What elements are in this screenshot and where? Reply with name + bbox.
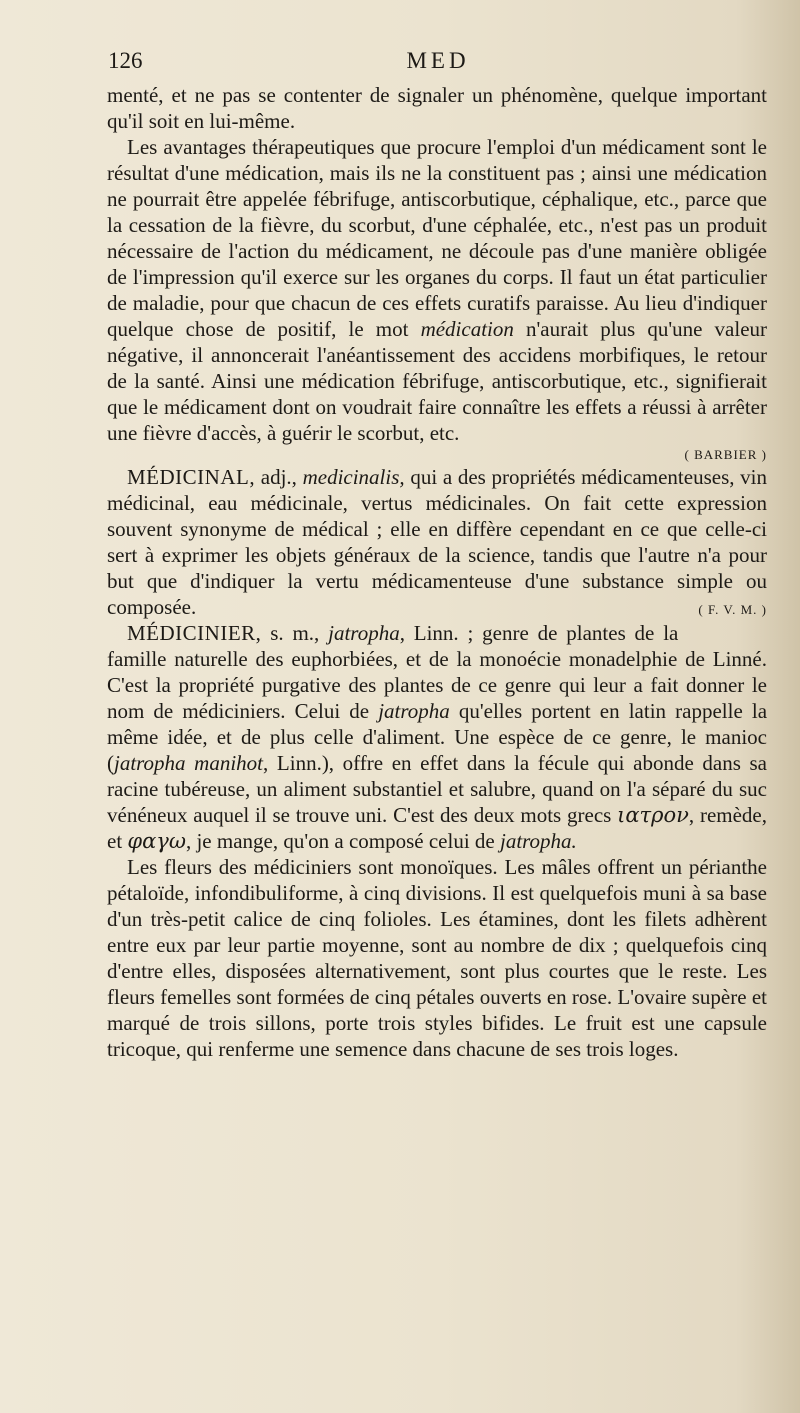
entry-latin: jatropha. — [499, 829, 577, 853]
entry-pos: adj., — [260, 465, 297, 489]
italic-word: médication — [420, 317, 514, 341]
entry-text: qu'elles portent en latin rappelle la même idée, et de plus celle d'aliment. Une espèce de ce genre, le manioc ( — [107, 699, 768, 775]
page-number: 126 — [108, 48, 143, 73]
entry-definition: qui a des propriétés médicamenteuses, vin médicinal, eau médicinale, vertus médicinales. On fait cette expression souvent synonyme de médical ; elle en diffère cependant en ce que celle-ci sert à exprimer les objets généraux de la science, tandis que l'autre n'a pour but que d'indiquer la vertu médicamenteuse d'une substance simple ou composée. — [107, 465, 767, 619]
entry-latin: medicinalis, — [302, 465, 405, 489]
author-signature: ( BARBIER ) — [684, 447, 767, 462]
paragraph-text: Les avantages thérapeutiques que procure l'emploi d'un médicament sont le résultat d'une médication, mais ils ne la constituent pas ; ainsi une médication ne pourrait être appelée fébrifuge, antiscorbutique, céphalique, etc., parce que la cessation de la fièvre, du scorbut, d'une céphalée, etc., n'est pas un produit nécessaire de l'action du médicament, ne découle pas d'une manière obligée de l'impression qu'il exerce sur les organes du corps. Il faut un état particulier de maladie, pour que chacun de ces effets curatifs paraisse. Au lieu d'indiquer quelque chose de positif, le mot — [107, 135, 767, 341]
entry-latin: jatropha manihot — [114, 751, 264, 775]
paragraph-text-end: n'aurait plus qu'une valeur négative, il annoncerait l'anéantissement des accidens morbifiques, le retour de la santé. Ainsi une médication fébrifuge, antiscorbutique, etc., signifierait que le médicament dont on voudrait faire connaître les effets a réussi à arrêter une fièvre d'accès, à guérir le scorbut, etc. — [107, 317, 768, 445]
paragraph-flowers: Les fleurs des médiciniers sont monoïques. Les mâles offrent un périanthe pétaloïde, infondibuliforme, à cinq divisions. Il est quelquefois muni à sa base d'un très-petit calice de cinq folioles. Les étamines, dont les filets adhèrent entre eux par leur partie moyenne, sont au nombre de dix ; quelquefois cinq d'entre elles, disposées alternativement, sont plus courtes que le reste. Les fleurs femelles sont formées de cinq pétales ouverts en rose. L'ovaire supère et marqué de trois sillons, porte trois styles bifides. Le fruit est une capsule tricoque, qui renferme une semence dans chacune de ses trois loges. — [107, 855, 767, 1061]
entry-latin: jatropha — [378, 699, 450, 723]
entry-medicinal — [107, 464, 767, 620]
entry-pos: s. m., — [270, 621, 320, 645]
entry-text: , Linn.), offre en effet dans la fécule qui abonde dans sa racine tubéreuse, un aliment substantiel et salubre, quand on l'a séparé du suc vénéneux auquel il se trouve uni. C'est des deux mots grecs — [107, 751, 767, 827]
author-signature: ( F. V. M. ) — [698, 602, 767, 617]
entry-text: , je mange, qu'on a composé celui de — [185, 829, 495, 853]
entry-term: MÉDICINAL, — [127, 465, 256, 489]
entry-medicinier — [107, 620, 767, 854]
paragraph-continuation: menté, et ne pas se contenter de signaler un phénomène, quelque important qu'il soit en lui-même. — [107, 83, 767, 133]
greek-word: φαγω — [127, 829, 186, 853]
page-header — [108, 48, 768, 80]
entry-latin: jatropha — [328, 621, 400, 645]
paragraph-medication — [107, 134, 767, 446]
greek-word: ιατρον — [617, 803, 689, 827]
body-text — [107, 82, 767, 1062]
entry-text: , Linn. ; genre de plantes de la famille naturelle des euphorbiées, et de la monoécie monadelphie de Linné. C'est la propriété purgative des plantes de ce genre qui leur a fait donner le nom de médiciniers. Celui de — [107, 621, 767, 723]
entry-text: , remède, et — [107, 803, 768, 853]
entry-term: MÉDICINIER, — [127, 621, 262, 645]
running-head: MED — [406, 48, 470, 73]
